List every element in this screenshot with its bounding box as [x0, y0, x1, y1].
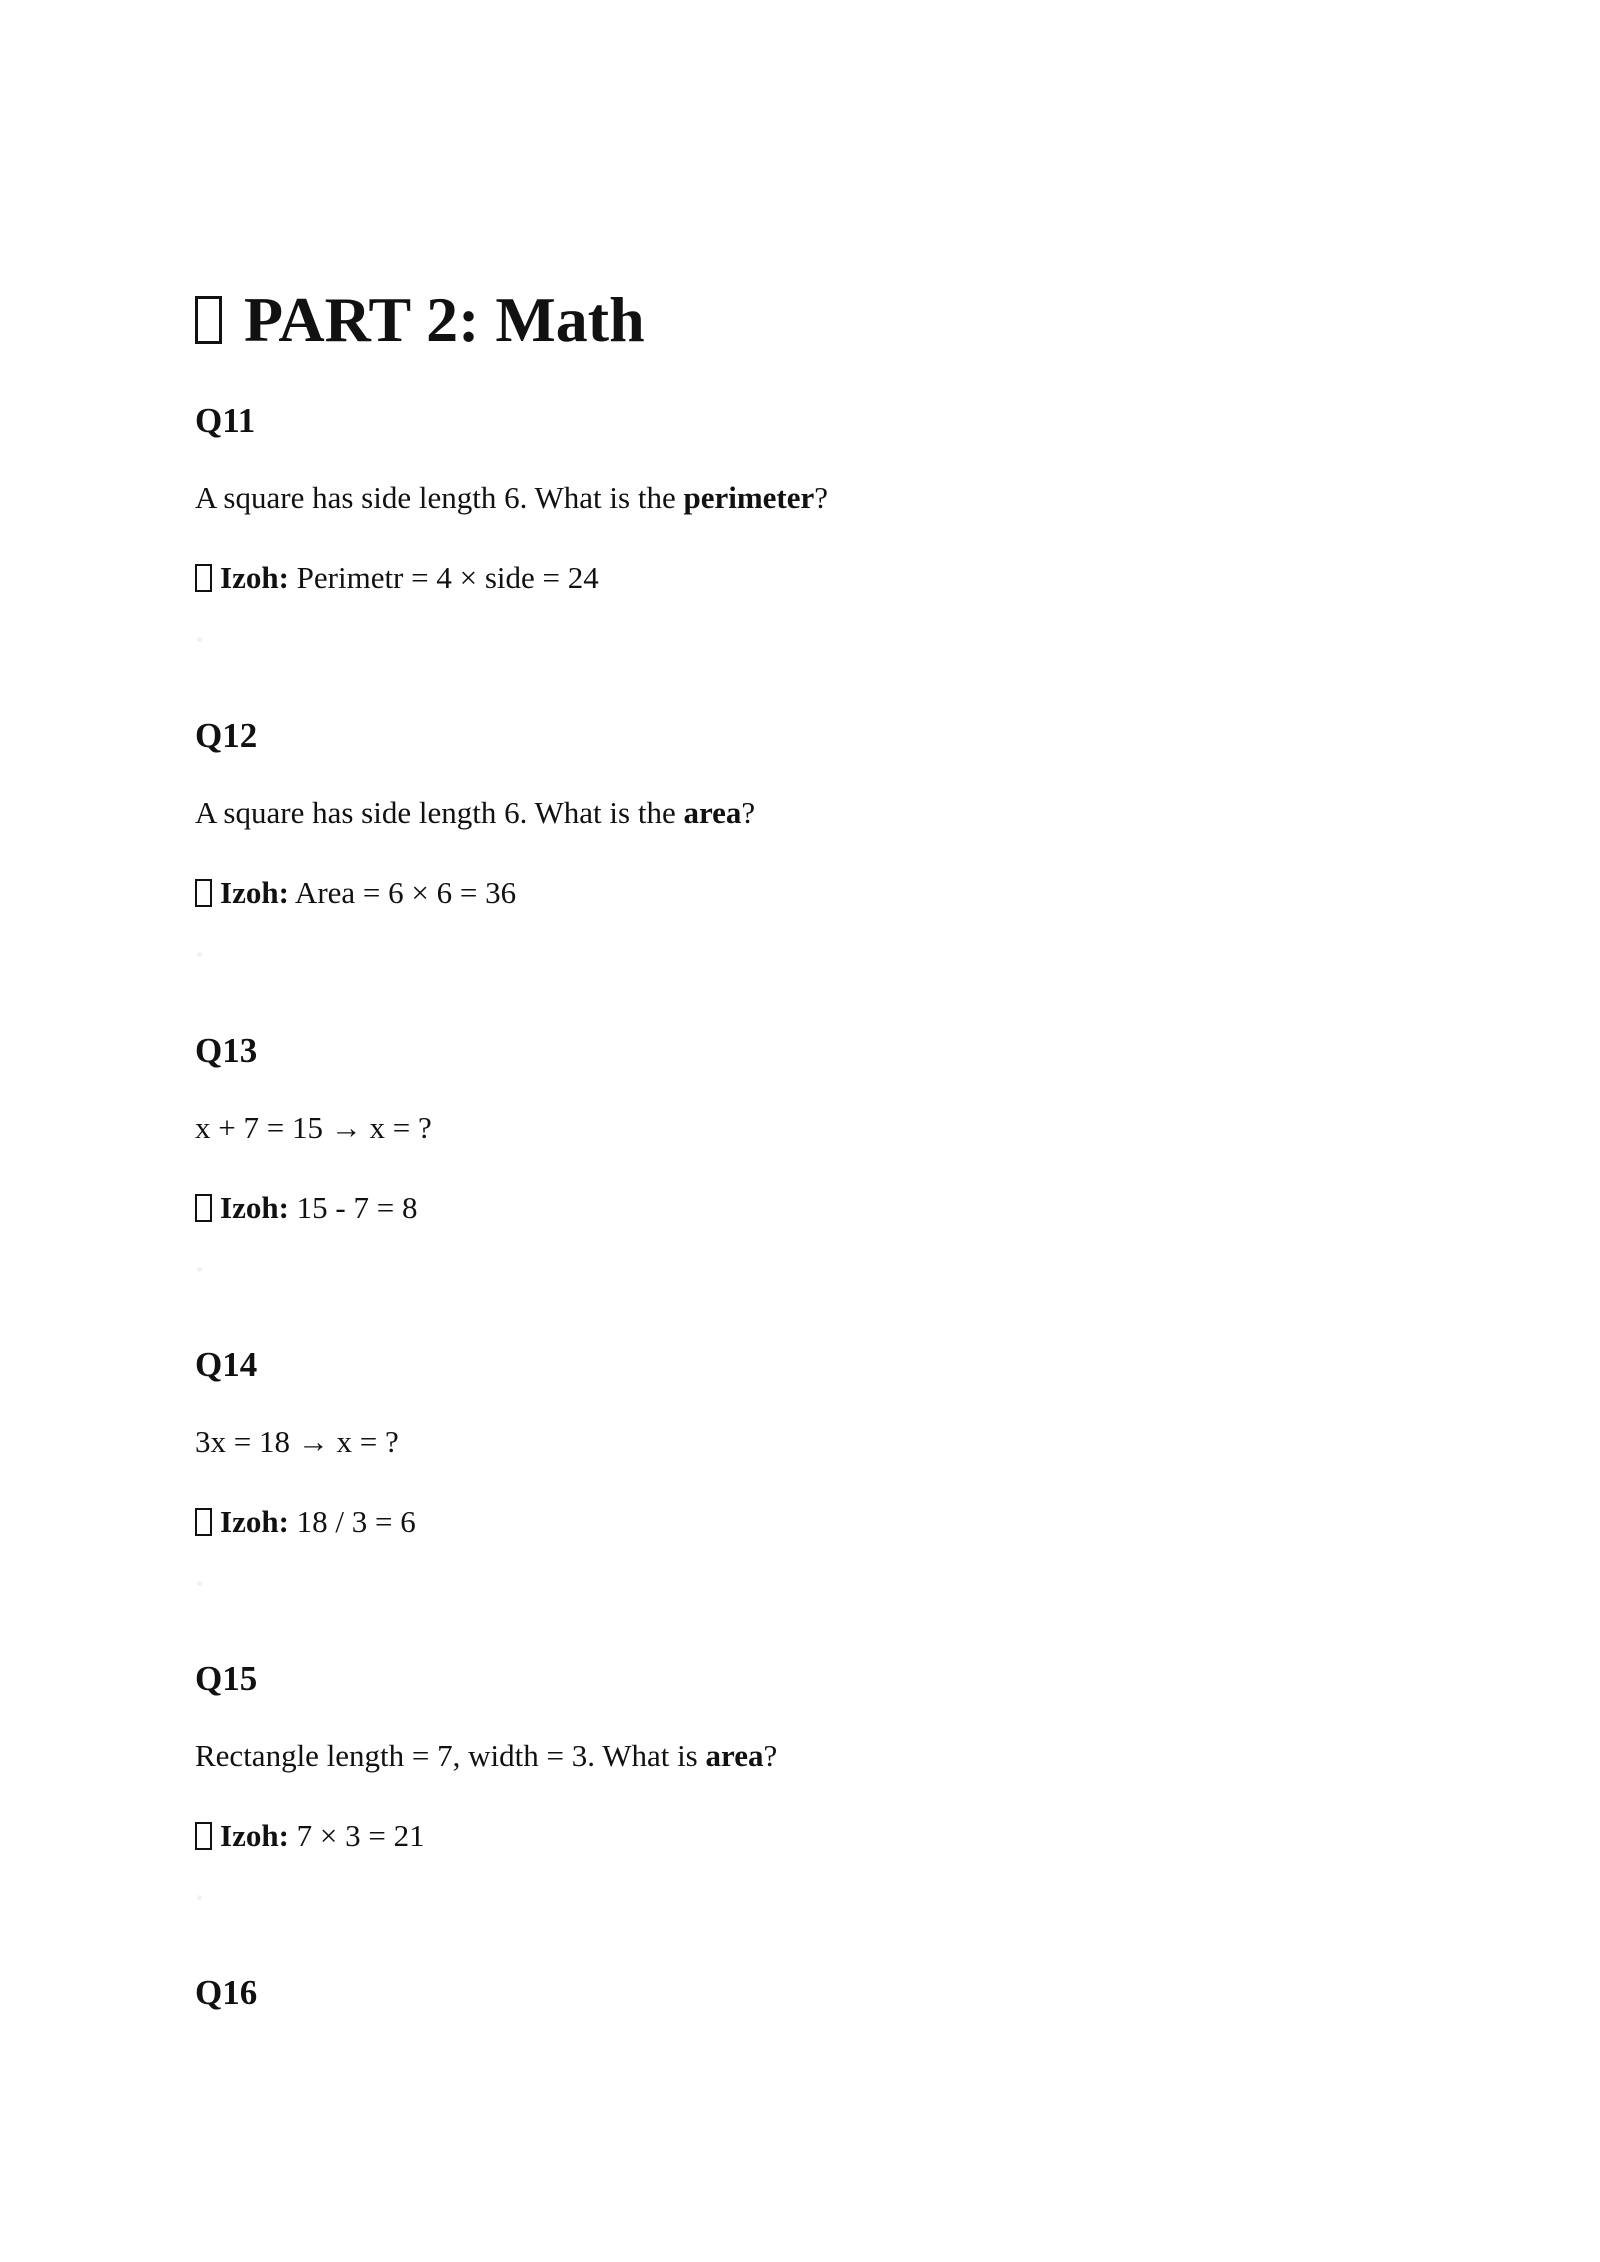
- question-text-emphasis: area: [683, 795, 742, 830]
- question-text: [195, 1420, 399, 1464]
- explanation-label: Izoh:: [220, 1818, 289, 1853]
- question-text-part: 3x = 18 → x = ?: [195, 1424, 399, 1459]
- missing-glyph-icon: [195, 1822, 212, 1850]
- question-text-emphasis: area: [705, 1738, 764, 1773]
- missing-glyph-icon: [195, 1508, 212, 1536]
- question-block-q13: [195, 1029, 1405, 1329]
- explanation-text: 18 / 3 = 6: [288, 1504, 416, 1539]
- question-text-part: Rectangle length = 7, width = 3. What is: [195, 1738, 706, 1773]
- question-label: Q15: [195, 1659, 258, 1698]
- question-label: Q14: [195, 1345, 258, 1384]
- explanation-line: [195, 871, 516, 915]
- section-title: [195, 282, 645, 358]
- explanation-text: Perimetr = 4 × side = 24: [288, 560, 599, 595]
- question-label: Q12: [195, 716, 258, 755]
- explanation-label: Izoh:: [220, 560, 289, 595]
- explanation-label: Izoh:: [220, 875, 289, 910]
- explanation-line: [195, 1500, 416, 1544]
- explanation-text: 15 - 7 = 8: [288, 1190, 418, 1225]
- question-block-q11: [195, 399, 1405, 699]
- faint-mark: [197, 1581, 202, 1586]
- faint-mark: [197, 1267, 202, 1272]
- faint-mark: [197, 1895, 202, 1900]
- missing-glyph-icon: [195, 879, 212, 907]
- explanation-line: [195, 1814, 425, 1858]
- question-label: Q11: [195, 401, 256, 440]
- question-text: [195, 476, 828, 520]
- explanation-line: [195, 1186, 417, 1230]
- question-text: [195, 791, 755, 835]
- question-block-q12: [195, 714, 1405, 1014]
- question-label: Q16: [195, 1973, 258, 2012]
- explanation-label: Izoh:: [220, 1504, 289, 1539]
- question-text-part: x + 7 = 15 → x = ?: [195, 1110, 432, 1145]
- missing-glyph-icon: [195, 564, 212, 592]
- explanation-text: 7 × 3 = 21: [288, 1818, 425, 1853]
- explanation-line: [195, 556, 599, 600]
- question-text: [195, 1734, 777, 1778]
- question-text: [195, 1106, 432, 1150]
- question-text-part: ?: [814, 480, 829, 515]
- question-block-q16: [195, 1971, 1405, 2031]
- question-block-q15: [195, 1657, 1405, 1957]
- faint-mark: [197, 637, 202, 642]
- missing-glyph-icon: [195, 296, 222, 344]
- explanation-label: Izoh:: [220, 1190, 289, 1225]
- question-text-part: A square has side length 6. What is the: [195, 795, 684, 830]
- question-block-q14: [195, 1343, 1405, 1643]
- question-text-emphasis: perimeter: [683, 480, 815, 515]
- explanation-text: Area = 6 × 6 = 36: [288, 875, 517, 910]
- section-title-text: PART 2: Math: [244, 284, 645, 355]
- missing-glyph-icon: [195, 1194, 212, 1222]
- question-text-part: A square has side length 6. What is the: [195, 480, 684, 515]
- faint-mark: [197, 952, 202, 957]
- question-text-part: ?: [741, 795, 756, 830]
- question-text-part: ?: [763, 1738, 778, 1773]
- question-label: Q13: [195, 1031, 258, 1070]
